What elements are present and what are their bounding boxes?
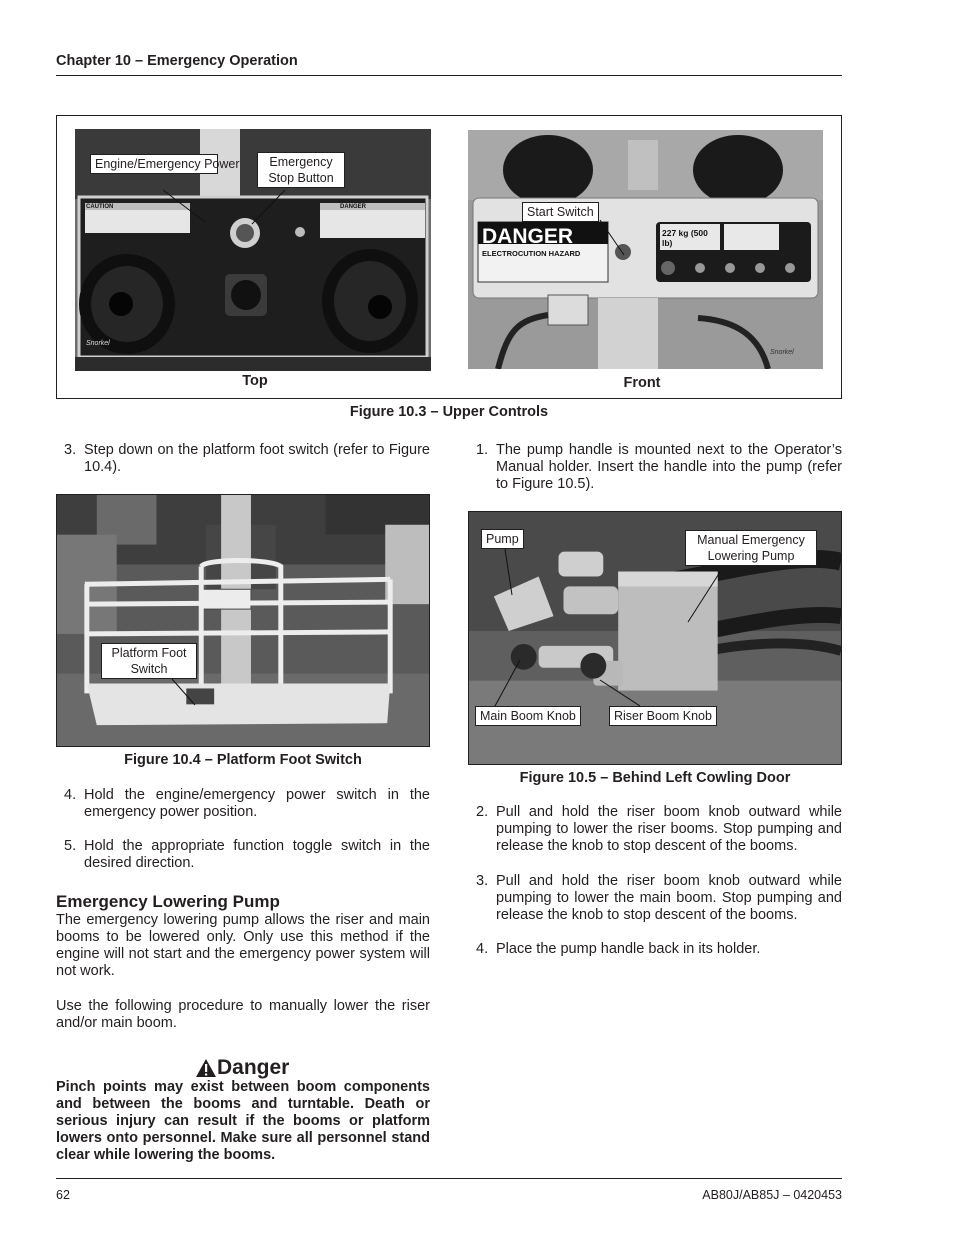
document-id: AB80J/AB85J – 0420453 <box>702 1188 842 1202</box>
callout-main-boom-knob: Main Boom Knob <box>475 706 581 726</box>
figure-10-4-caption: Figure 10.4 – Platform Foot Switch <box>124 752 362 768</box>
callout-riser-boom-knob: Riser Boom Knob <box>609 706 717 726</box>
step-number: 3. <box>476 873 489 889</box>
step-text: Step down on the platform foot switch (refer to Figure 10.4). <box>84 442 430 475</box>
step-text: Hold the engine/emergency power switch in the emergency power position. <box>84 787 430 820</box>
step-text: Pull and hold the riser boom knob outward while pumping to lower the main boom. Stop pumping and release the knob to stop descent of the booms. <box>496 873 842 923</box>
callout-emergency-stop: Emergency Stop Button <box>257 152 345 188</box>
callout-pump: Pump <box>481 529 524 549</box>
step-text: Hold the appropriate function toggle switch in the desired direction. <box>84 838 430 871</box>
label-top: Top <box>242 373 268 389</box>
danger-decal-heading: DANGER <box>482 225 574 248</box>
danger-warning-text: Pinch points may exist between boom components and between the booms and turntable. Death or serious injury can result if the booms or platform lowers onto personnel. Make sure all personnel stand clear while lowering the booms. <box>56 1079 430 1163</box>
callout-manual-emergency-lowering-pump: Manual Emergency Lowering Pump <box>685 530 817 566</box>
footer-rule <box>56 1178 842 1179</box>
callout-platform-foot-switch: Platform Foot Switch <box>101 643 197 679</box>
danger-title: Danger <box>217 1056 290 1079</box>
callout-start-switch: Start Switch <box>522 202 599 222</box>
caution-sticker-text: CAUTION <box>86 204 114 210</box>
step-number: 4. <box>476 941 489 957</box>
step-number: 2. <box>476 804 489 820</box>
danger-heading <box>195 1056 289 1080</box>
page-number: 62 <box>56 1188 70 1202</box>
snorkel-logo-front: Snorkel <box>770 349 794 356</box>
callout-engine-emergency-power: Engine/Emergency Power <box>90 154 218 174</box>
warning-triangle-icon <box>195 1058 217 1078</box>
section-paragraph-2: Use the following procedure to manually lower the riser and/or main boom. <box>56 998 430 1031</box>
section-title-emergency-lowering-pump: Emergency Lowering Pump <box>56 892 280 911</box>
chapter-header: Chapter 10 – Emergency Operation <box>56 53 298 69</box>
step-text: Pull and hold the riser boom knob outward while pumping to lower the riser booms. Stop pumping and release the knob to stop descent of the booms. <box>496 804 842 854</box>
danger-sticker-text: DANGER <box>340 204 367 210</box>
step-text: The pump handle is mounted next to the Operator’s Manual holder. Insert the handle into the pump (refer to Figure 10.5). <box>496 442 842 492</box>
figure-10-5-caption: Figure 10.5 – Behind Left Cowling Door <box>519 770 791 786</box>
step-number: 1. <box>476 442 489 458</box>
step-text: Place the pump handle back in its holder. <box>496 941 761 957</box>
capacity-decal-text: 227 kg (500 lb) <box>662 228 708 248</box>
snorkel-logo-top: Snorkel <box>86 340 110 347</box>
section-paragraph-1: The emergency lowering pump allows the riser and main booms to be lowered only. Only use this method if the engine will not start and the emergency power system will not work. <box>56 912 430 979</box>
figure-10-3-caption: Figure 10.3 – Upper Controls <box>349 404 549 420</box>
step-number: 5. <box>64 838 77 854</box>
electrocution-hazard-text: ELECTROCUTION HAZARD <box>482 249 581 258</box>
step-number: 3. <box>64 442 77 458</box>
step-number: 4. <box>64 787 77 803</box>
label-front: Front <box>623 375 661 391</box>
